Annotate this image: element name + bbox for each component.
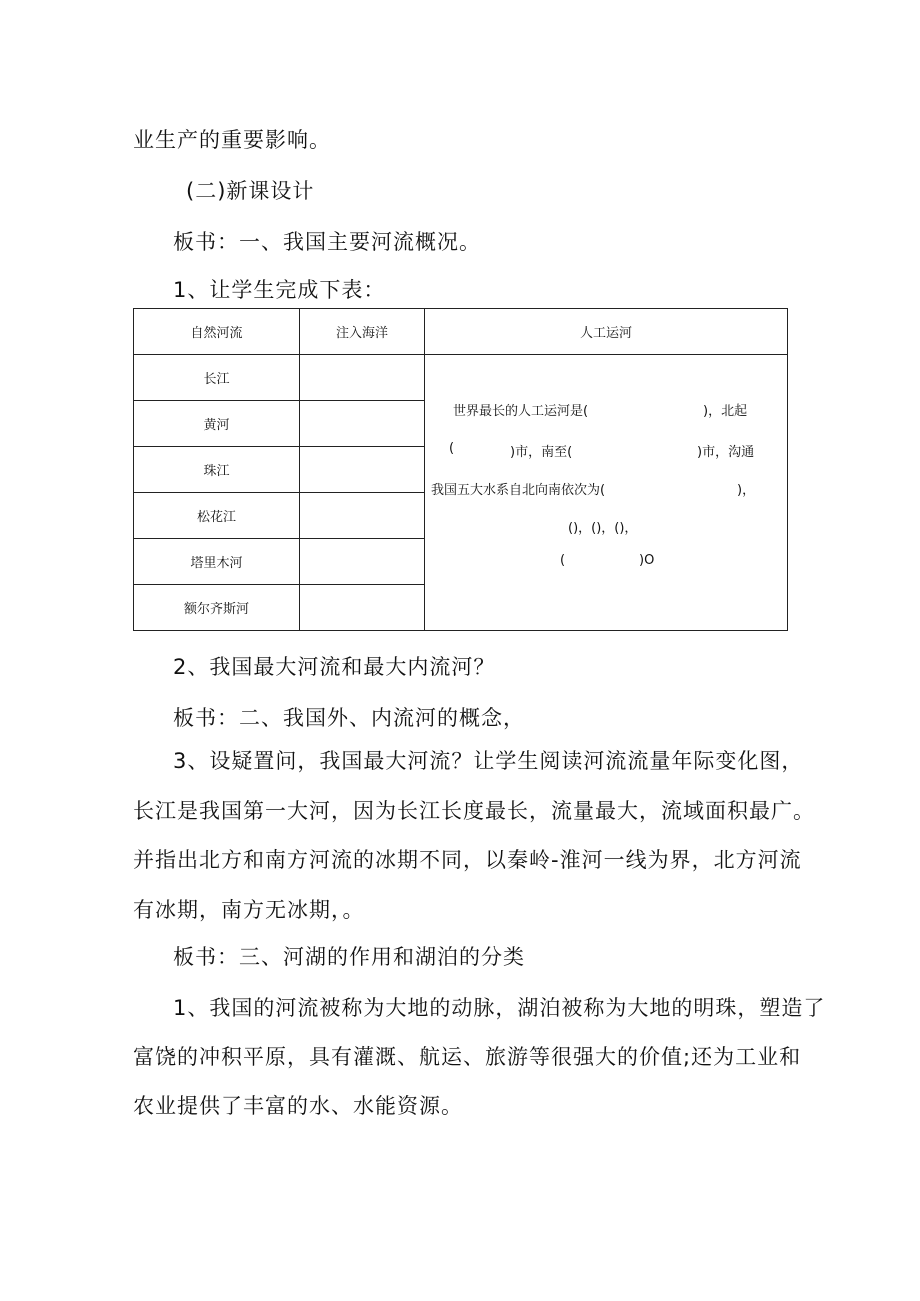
board-note-1: 板书：一、我国主要河流概况。 — [173, 230, 481, 254]
header-ocean: 注入海洋 — [300, 309, 425, 355]
paragraph-3-line-1: 3、设疑置问，我国最大河流？让学生阅读河流流量年际变化图， — [173, 749, 804, 773]
ocean-blank — [300, 447, 425, 493]
board-note-2: 板书：二、我国外、内流河的概念， — [173, 706, 525, 730]
canal-line-2c: )市，沟通 — [697, 445, 755, 460]
canal-line-2b: )市，南至( — [510, 445, 573, 460]
header-canal: 人工运河 — [425, 309, 788, 355]
canal-text — [425, 355, 787, 585]
ocean-blank — [300, 539, 425, 585]
river-name: 塔里木河 — [134, 539, 300, 585]
river-name: 松花江 — [134, 493, 300, 539]
paragraph-3-line-2: 长江是我国第一大河，因为长江长度最长，流量最大，流域面积最广。 — [133, 799, 815, 823]
canal-line-4: ()，()，()， — [568, 521, 638, 536]
canal-line-5a: ( — [560, 553, 566, 568]
section-heading-new-lesson: (二)新课设计 — [186, 179, 315, 203]
paragraph-4-line-2: 富饶的冲积平原，具有灌溉、航运、旅游等很强大的价值;还为工业和 — [133, 1045, 802, 1069]
paragraph-3-line-3: 并指出北方和南方河流的冰期不同，以秦岭-淮河一线为界，北方河流 — [133, 848, 802, 872]
paragraph-4-line-1: 1、我国的河流被称为大地的动脉，湖泊被称为大地的明珠，塑造了 — [173, 996, 826, 1020]
task-1: 1、让学生完成下表： — [173, 278, 386, 302]
board-note-3: 板书：三、河湖的作用和湖泊的分类 — [173, 945, 525, 969]
paragraph-continuation: 业生产的重要影响。 — [133, 128, 331, 152]
ocean-blank — [300, 493, 425, 539]
canal-line-2a: ( — [449, 441, 455, 456]
river-name: 黄河 — [134, 401, 300, 447]
canal-line-5b: )O — [639, 553, 655, 568]
canal-line-3b: )， — [737, 483, 756, 498]
paragraph-4-line-3: 农业提供了丰富的水、水能资源。 — [133, 1094, 463, 1118]
ocean-blank — [300, 401, 425, 447]
river-name: 额尔齐斯河 — [134, 585, 300, 631]
river-name: 珠江 — [134, 447, 300, 493]
header-natural-river: 自然河流 — [134, 309, 300, 355]
table-row — [134, 355, 788, 401]
ocean-blank — [300, 585, 425, 631]
ocean-blank — [300, 355, 425, 401]
river-table — [133, 308, 788, 631]
river-name: 长江 — [134, 355, 300, 401]
canal-cell — [425, 355, 788, 631]
table-header-row — [134, 309, 788, 355]
question-2: 2、我国最大河流和最大内流河？ — [173, 655, 496, 679]
paragraph-3-line-4: 有冰期，南方无冰期，。 — [133, 898, 365, 922]
canal-line-3a: 我国五大水系自北向南依次为( — [431, 483, 606, 498]
canal-line-1b: )，北起 — [703, 404, 748, 419]
canal-line-1a: 世界最长的人工运河是( — [453, 404, 589, 419]
